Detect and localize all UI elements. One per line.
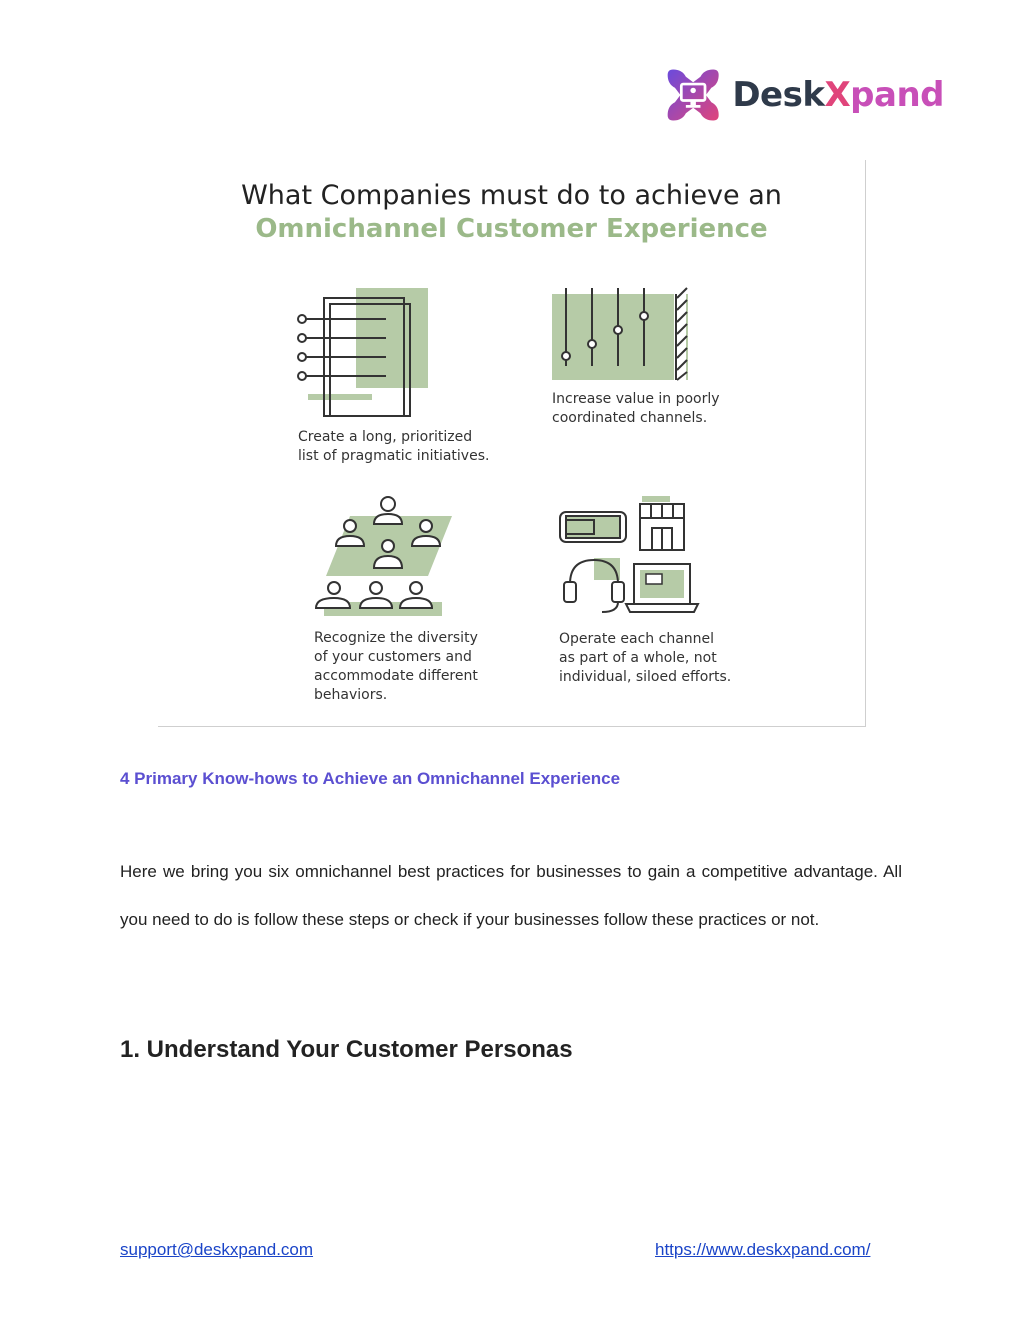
caption-operate: Operate each channel as part of a whole, not individual, siloed efforts.	[559, 631, 732, 685]
desk-monitor-icon	[664, 63, 722, 127]
infographic-title: What Companies must do to achieve an	[241, 180, 782, 211]
support-email-link[interactable]: support@deskxpand.com	[120, 1240, 314, 1259]
people-group-icon	[310, 494, 455, 619]
caption-initiatives: Create a long, prioritized list of pragmatic initiatives.	[298, 429, 490, 464]
section-subheading: 4 Primary Know-hows to Achieve an Omnichannel Experience	[120, 769, 621, 788]
brand-logo	[664, 60, 944, 130]
caption-diversity: Recognize the diversity of your customers and accommodate different behaviors.	[314, 630, 478, 703]
intro-paragraph: Here we bring you six omnichannel best practices for businesses to gain a competitive advantage. All you need to do is follow these steps or check if your businesses follow these practices or not.	[120, 862, 902, 929]
section-heading: 1. Understand Your Customer Personas	[120, 1036, 573, 1063]
website-link[interactable]: https://www.deskxpand.com/	[655, 1240, 871, 1259]
brand-name: DeskXpand	[732, 75, 944, 115]
caption-channels: Increase value in poorly coordinated channels.	[552, 391, 720, 426]
omnichannel-infographic	[158, 160, 866, 727]
sliders-icon	[548, 286, 693, 386]
infographic-subtitle: Omnichannel Customer Experience	[255, 214, 768, 244]
channels-icon	[554, 494, 704, 622]
checklist-icon	[294, 286, 434, 421]
